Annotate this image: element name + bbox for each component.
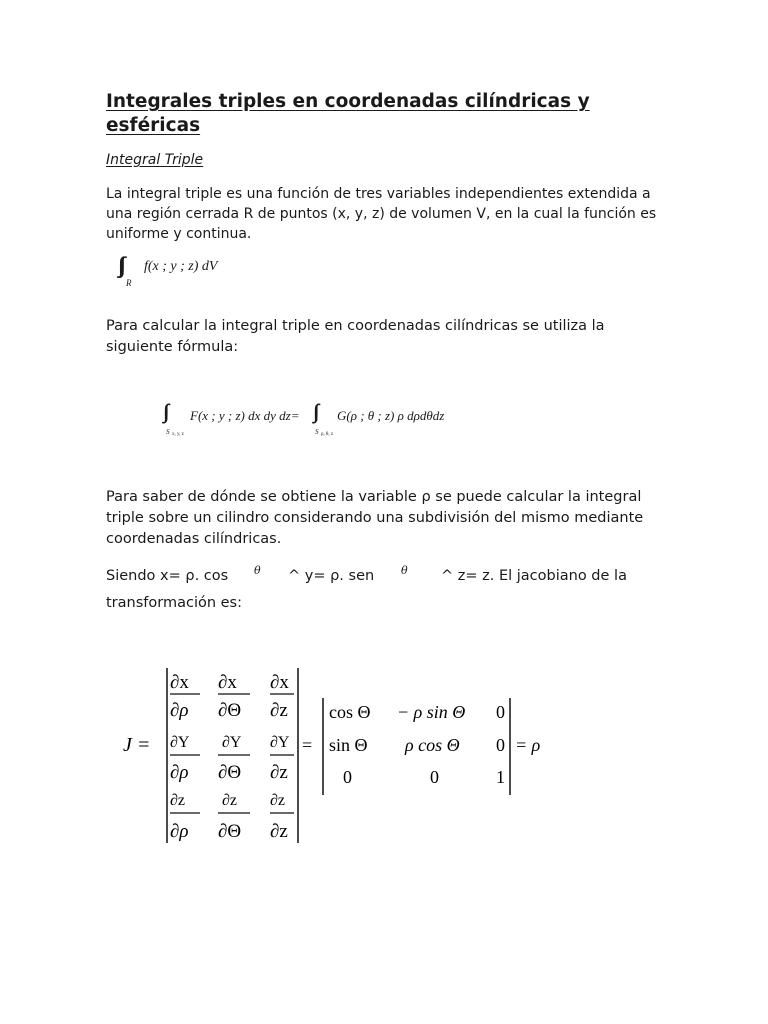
matrix-r2c2: ρ cos Θ bbox=[405, 735, 460, 755]
matrix-r2c1: sin Θ bbox=[329, 735, 368, 755]
partial-r1c1-num: ∂x bbox=[170, 672, 189, 693]
formula-triple-integral bbox=[116, 254, 316, 294]
partial-r2c1-num: ∂Y bbox=[170, 734, 190, 751]
matrix-r1c1: cos Θ bbox=[329, 702, 371, 722]
partial-r3c1-num: ∂z bbox=[170, 792, 186, 809]
theta-superscript-1: θ bbox=[254, 564, 261, 577]
triple-integral-symbol-left: ∫∫∫ bbox=[163, 401, 165, 423]
matrix-r1c3: 0 bbox=[496, 702, 505, 722]
matrix-r3c2: 0 bbox=[430, 767, 439, 787]
formula-cylindrical bbox=[163, 403, 483, 447]
partial-den-z: ∂z bbox=[270, 762, 288, 783]
matrix-r1c2: − ρ sin Θ bbox=[397, 702, 466, 722]
partial-den-z: ∂z bbox=[270, 821, 288, 842]
partial-den-theta: ∂Θ bbox=[218, 821, 242, 842]
matrix-r2c3: 0 bbox=[496, 735, 505, 755]
partial-r2c3-num: ∂Y bbox=[270, 734, 290, 751]
formula-right-region: S bbox=[315, 428, 319, 436]
partial-r1c3-num: ∂x bbox=[270, 672, 289, 693]
partial-r2c2-num: ∂Y bbox=[222, 734, 242, 751]
jacobian-result: = ρ bbox=[515, 735, 541, 755]
formula-integrand: f(x ; y ; z) dV bbox=[144, 259, 218, 274]
formula-left-integrand: F(x ; y ; z) dx dy dz= bbox=[190, 408, 300, 423]
jacobian-svg bbox=[110, 663, 560, 848]
formula-left-region-sub: x, y, z bbox=[172, 432, 184, 437]
siendo-y: ^ y= ρ. sen bbox=[288, 568, 375, 584]
triple-integral-symbol-right: ∫∫∫ bbox=[313, 401, 315, 423]
siendo-x: Siendo x= ρ. cos bbox=[106, 568, 229, 584]
partial-r3c3-num: ∂z bbox=[270, 792, 286, 809]
partial-den-rho: ∂ρ bbox=[170, 821, 189, 842]
partial-r3c2-num: ∂z bbox=[222, 792, 238, 809]
partial-den-theta: ∂Θ bbox=[218, 700, 242, 721]
paragraph-formula-intro: Para calcular la integral triple en coordenadas cilíndricas se utiliza la siguiente fórmula: bbox=[106, 318, 605, 355]
jacobian-J-label: J = bbox=[123, 734, 151, 756]
formula-right-region-sub: ρ, θ, z bbox=[321, 432, 334, 437]
paragraph-definition: La integral triple es una función de tres variables independientes extendida a una región cerrada R de puntos (x, y, z) de volumen V, en la cual la función es uniforme y continua. bbox=[106, 186, 657, 242]
triple-integral-symbol: ∫∫∫ bbox=[118, 252, 122, 277]
partial-den-theta: ∂Θ bbox=[218, 762, 242, 783]
formula-region: R bbox=[126, 278, 132, 288]
formula-right-integrand: G(ρ ; θ ; z) ρ dρdθdz bbox=[337, 408, 445, 423]
formula-left-region: S bbox=[166, 428, 170, 436]
siendo-transformacion: transformación es: bbox=[106, 595, 243, 611]
jacobian-equals: = bbox=[302, 735, 313, 755]
jacobian-figure bbox=[110, 663, 560, 848]
section-subtitle: Integral Triple bbox=[106, 152, 204, 168]
matrix-r3c3: 1 bbox=[496, 767, 505, 787]
siendo-z: ^ z= z. El jacobiano de la bbox=[441, 568, 627, 584]
paragraph-siendo bbox=[106, 564, 666, 618]
partial-den-rho: ∂ρ bbox=[170, 700, 189, 721]
paragraph-variable-rho: Para saber de dónde se obtiene la variable ρ se puede calcular la integral triple sobre un cilindro considerando una subdivisión del mismo mediante coordenadas cilíndricas. bbox=[106, 489, 644, 547]
theta-superscript-2: θ bbox=[401, 564, 408, 577]
partial-den-rho: ∂ρ bbox=[170, 762, 189, 783]
page-title: Integrales triples en coordenadas cilíndricas y esféricas bbox=[106, 91, 590, 136]
partial-r1c2-num: ∂x bbox=[218, 672, 237, 693]
matrix-r3c1: 0 bbox=[343, 767, 352, 787]
partial-den-z: ∂z bbox=[270, 700, 288, 721]
